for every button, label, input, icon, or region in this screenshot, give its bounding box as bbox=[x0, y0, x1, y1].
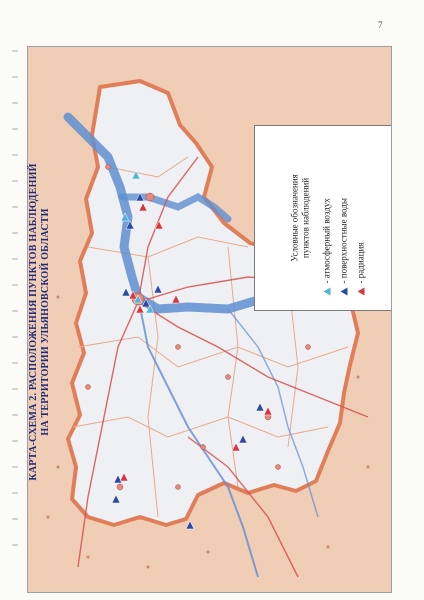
legend bbox=[254, 125, 392, 311]
legend-title bbox=[290, 131, 312, 306]
map-frame bbox=[27, 46, 392, 593]
legend-item-radiation bbox=[356, 131, 367, 296]
legend-item-label: - радиация bbox=[355, 242, 366, 284]
legend-content bbox=[290, 131, 373, 306]
legend-item-air bbox=[322, 131, 333, 296]
map-title-line1: КАРТА-СХЕМА 2. РАСПОЛОЖЕНИЯ ПУНКТОВ НАБЛЮДЕНИЙ bbox=[28, 163, 39, 481]
page-number: 7 bbox=[378, 20, 383, 30]
triangle-icon bbox=[358, 288, 365, 296]
legend-item-label: - атмосферный воздух bbox=[321, 198, 332, 284]
legend-item-label: - поверхностные воды bbox=[338, 198, 349, 284]
legend-title-line2: пунктов наблюдений bbox=[300, 177, 311, 259]
triangle-icon bbox=[324, 288, 331, 296]
legend-title-line1: Условные обозначения bbox=[289, 174, 300, 262]
map-title bbox=[28, 102, 52, 542]
binding-holes bbox=[8, 50, 22, 570]
map-title-line2: НА ТЕРРИТОРИИ УЛЬЯНОВСКОЙ ОБЛАСТИ bbox=[40, 208, 51, 436]
legend-item-water bbox=[339, 131, 350, 296]
triangle-icon bbox=[341, 288, 348, 296]
